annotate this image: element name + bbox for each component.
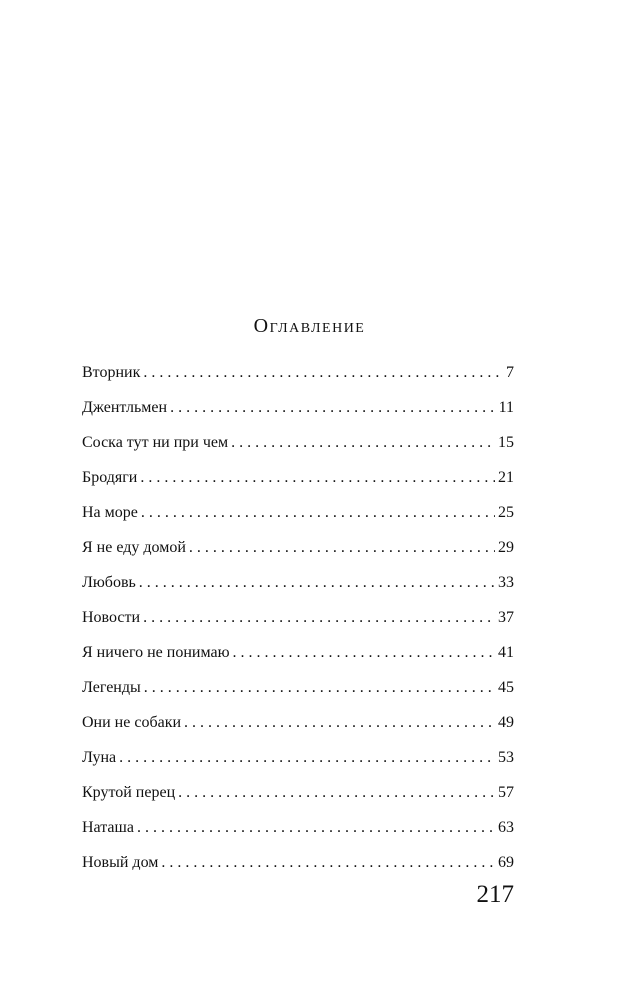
toc-entry — [82, 606, 514, 641]
toc-entry — [82, 711, 514, 746]
toc-entry-page: 69 — [498, 854, 514, 871]
toc-entry-title: Бродяги — [82, 469, 138, 486]
toc-entry-page: 33 — [498, 574, 514, 591]
toc-entry-title: Я ничего не понимаю — [82, 644, 230, 661]
dot-leader — [170, 396, 496, 420]
toc-entry — [82, 361, 514, 396]
toc-entry — [82, 641, 514, 676]
toc-entry-page: 29 — [498, 539, 514, 556]
dot-leader — [143, 606, 495, 630]
toc-entry-title: Наташа — [82, 819, 134, 836]
toc-entry-title: Легенды — [82, 679, 141, 696]
dot-leader — [119, 746, 495, 770]
toc-entry-page: 45 — [498, 679, 514, 696]
toc-entry-page: 25 — [498, 504, 514, 521]
toc-entry-title: Крутой перец — [82, 784, 176, 801]
toc-entry-page: 53 — [498, 749, 514, 766]
toc-entry — [82, 851, 514, 886]
toc-entry-title: Новый дом — [82, 854, 159, 871]
toc-entry-title: Новости — [82, 609, 141, 626]
dot-leader — [178, 781, 495, 805]
toc-entry-title: На море — [82, 504, 138, 521]
toc-entry-title: Я не еду домой — [82, 539, 186, 556]
dot-leader — [140, 466, 495, 490]
toc-entry — [82, 396, 514, 431]
toc-entry-title: Соска тут ни при чем — [82, 434, 229, 451]
toc-entry-page: 49 — [498, 714, 514, 731]
toc-entry — [82, 781, 514, 816]
dot-leader — [144, 676, 495, 700]
toc-entry-page: 63 — [498, 819, 514, 836]
dot-leader — [233, 641, 495, 665]
toc-entry-page: 37 — [498, 609, 514, 626]
toc-entry — [82, 431, 514, 466]
toc-entry — [82, 816, 514, 851]
toc-entry-page: 7 — [506, 364, 514, 381]
toc-entry — [82, 571, 514, 606]
toc-entry-page: 21 — [498, 469, 514, 486]
dot-leader — [137, 816, 495, 840]
dot-leader — [143, 361, 503, 385]
toc-entry-title: Любовь — [82, 574, 136, 591]
toc-heading: Оглавление — [253, 315, 366, 337]
dot-leader — [184, 711, 495, 735]
dot-leader — [231, 431, 495, 455]
toc-entry-page: 15 — [498, 434, 514, 451]
toc-entry-page: 11 — [498, 399, 514, 416]
toc-entry — [82, 536, 514, 571]
toc-entry — [82, 501, 514, 536]
toc-entry — [82, 746, 514, 781]
toc-entry — [82, 466, 514, 501]
toc-entry-title: Вторник — [82, 364, 141, 381]
dot-leader — [141, 501, 495, 525]
toc-entry — [82, 676, 514, 711]
toc-entry-title: Луна — [82, 749, 117, 766]
page-number: 217 — [476, 881, 514, 908]
toc-entry-page: 57 — [498, 784, 514, 801]
toc-entry-page: 41 — [498, 644, 514, 661]
toc-list — [82, 361, 514, 886]
toc-entry-title: Джентльмен — [82, 399, 168, 416]
dot-leader — [161, 851, 495, 875]
toc-entry-title: Они не собаки — [82, 714, 182, 731]
dot-leader — [139, 571, 495, 595]
dot-leader — [189, 536, 495, 560]
